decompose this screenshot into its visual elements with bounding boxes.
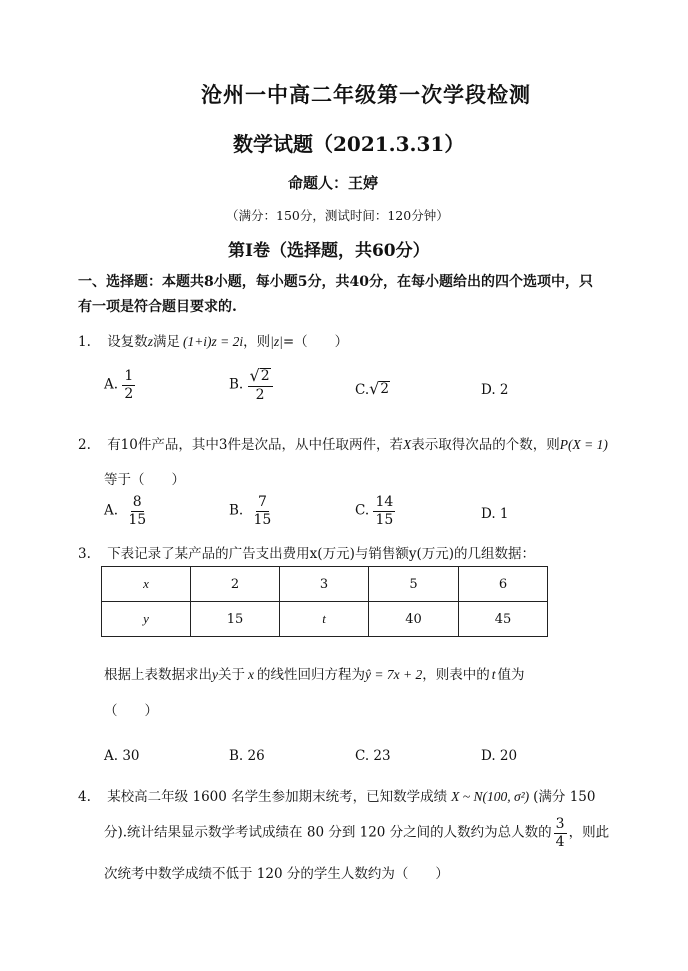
math-distribution: X ~ N(100, σ²) [451, 789, 530, 804]
numerator: 14 [375, 494, 394, 510]
fraction [122, 369, 135, 401]
question-text: 的线性回归方程为 [257, 667, 365, 683]
author-line: 命题人：王婷 [288, 174, 379, 192]
q3-option-d: D. 20 [481, 748, 518, 764]
q1-option-a [104, 369, 135, 401]
table-cell: 40 [369, 602, 459, 637]
question-3-blank: （ ） [104, 703, 158, 719]
question-text: (满分 150 [533, 789, 596, 805]
numerator: 8 [132, 494, 142, 510]
denominator: 2 [124, 385, 134, 402]
radicand: 2 [380, 381, 389, 397]
question-number: 1. [78, 334, 91, 350]
table-row [102, 567, 548, 602]
q3-option-c: C. 23 [355, 748, 391, 764]
math-equation: (1+i)z = 2i [182, 334, 244, 349]
question-text: 根据上表数据求出 [104, 667, 212, 683]
numerator: 7 [257, 494, 267, 510]
school-title: 沧州一中高二年级第一次学段检测 [201, 82, 531, 107]
math-var: t [491, 667, 496, 682]
question-text: 关于 [218, 667, 245, 683]
option-label: C. [355, 502, 370, 519]
exam-info: （满分：150分，测试时间：120分钟） [226, 208, 449, 223]
question-text: =（ ） [282, 334, 349, 350]
question-2 [78, 433, 608, 453]
denominator: 2 [255, 386, 265, 403]
denominator: 15 [375, 511, 394, 528]
section-instruction-line2: 有一项是符合题目要求的. [78, 299, 237, 315]
numerator: 1 [124, 368, 134, 384]
table-cell: 3 [280, 567, 369, 602]
radical-sign: √ [249, 366, 260, 385]
q2-option-a [104, 495, 146, 527]
table-cell: t [280, 602, 369, 637]
math-var: X [402, 437, 412, 452]
question-text: 有10件产品，其中3件是次品，从中任取两件，若 [107, 437, 403, 453]
question-text: 表示取得次品的个数，则 [411, 437, 560, 453]
question-1 [78, 330, 348, 350]
question-number: 3. [78, 546, 91, 562]
table-cell: 5 [369, 567, 459, 602]
table-cell: 2 [191, 567, 280, 602]
q2-option-c [355, 495, 395, 527]
section-instruction-line1: 一、选择题：本题共8小题，每小题5分，共40分，在每小题给出的四个选项中，只 [78, 274, 593, 290]
fraction [254, 495, 272, 527]
option-label: C. [355, 382, 370, 398]
math-var: x [248, 667, 254, 682]
q1-option-b [229, 368, 273, 402]
subject-title: 数学试题（2021.3.31） [233, 132, 465, 156]
question-text: 值为 [497, 667, 525, 683]
question-4-line2 [104, 817, 609, 849]
table-row [102, 602, 548, 637]
numerator: 3 [555, 816, 565, 832]
math-var: z [147, 334, 153, 349]
question-text: ，则表中的 [422, 667, 490, 683]
question-text: 某校高二年级 1600 名学生参加期末统考，已知数学成绩 [107, 789, 448, 805]
question-text: 下表记录了某产品的广告支出费用x(万元)与销售额y(万元)的几组数据： [107, 546, 535, 562]
math-probability: P(X = 1) [559, 437, 608, 452]
numerator [248, 368, 273, 387]
question-text: 满足 [152, 334, 180, 350]
question-text: 分).统计结果显示数学考试成绩在 80 分到 120 分之间的人数约为总人数的 [104, 824, 552, 841]
question-number: 2. [78, 437, 91, 453]
denominator: 15 [128, 511, 147, 528]
question-3-condition [104, 663, 524, 683]
question-4 [78, 785, 595, 805]
denominator: 15 [253, 511, 272, 528]
fraction [554, 817, 567, 849]
option-label: B. [229, 376, 244, 393]
table-cell: 15 [191, 602, 280, 637]
radicand: 2 [260, 368, 270, 384]
question-number: 4. [78, 789, 91, 805]
question-4-line3: 次统考中数学成绩不低于 120 分的学生人数约为（ ） [104, 866, 449, 882]
option-label: B. [229, 502, 244, 519]
fraction [128, 495, 146, 527]
table-cell: 6 [459, 567, 548, 602]
q1-option-c [355, 381, 390, 398]
math-equation: ŷ = 7x + 2 [365, 667, 423, 682]
question-3 [78, 542, 535, 562]
q1-option-d: D. 2 [481, 382, 509, 398]
q3-option-b: B. 26 [229, 748, 265, 764]
radical-sign: √ [369, 379, 380, 398]
data-table [101, 566, 548, 637]
table-header-cell: x [102, 567, 191, 602]
question-2-line2: 等于（ ） [104, 472, 185, 488]
table-header-cell: y [102, 602, 191, 637]
question-text: ，则此 [568, 824, 610, 841]
question-text: ，则 [243, 334, 271, 350]
q2-option-d: D. 1 [481, 506, 509, 522]
option-label: A. [104, 376, 119, 393]
q2-option-b [229, 495, 271, 527]
fraction [248, 368, 273, 402]
table-cell: 45 [459, 602, 548, 637]
fraction [373, 495, 395, 527]
math-abs: |z| [270, 334, 283, 349]
part-title: 第Ⅰ卷（选择题，共60分） [228, 241, 430, 261]
math-var: y [212, 667, 218, 682]
question-text: 设复数 [107, 334, 148, 350]
q3-option-a: A. 30 [104, 748, 140, 764]
option-label: A. [104, 502, 119, 519]
denominator: 4 [555, 833, 565, 850]
